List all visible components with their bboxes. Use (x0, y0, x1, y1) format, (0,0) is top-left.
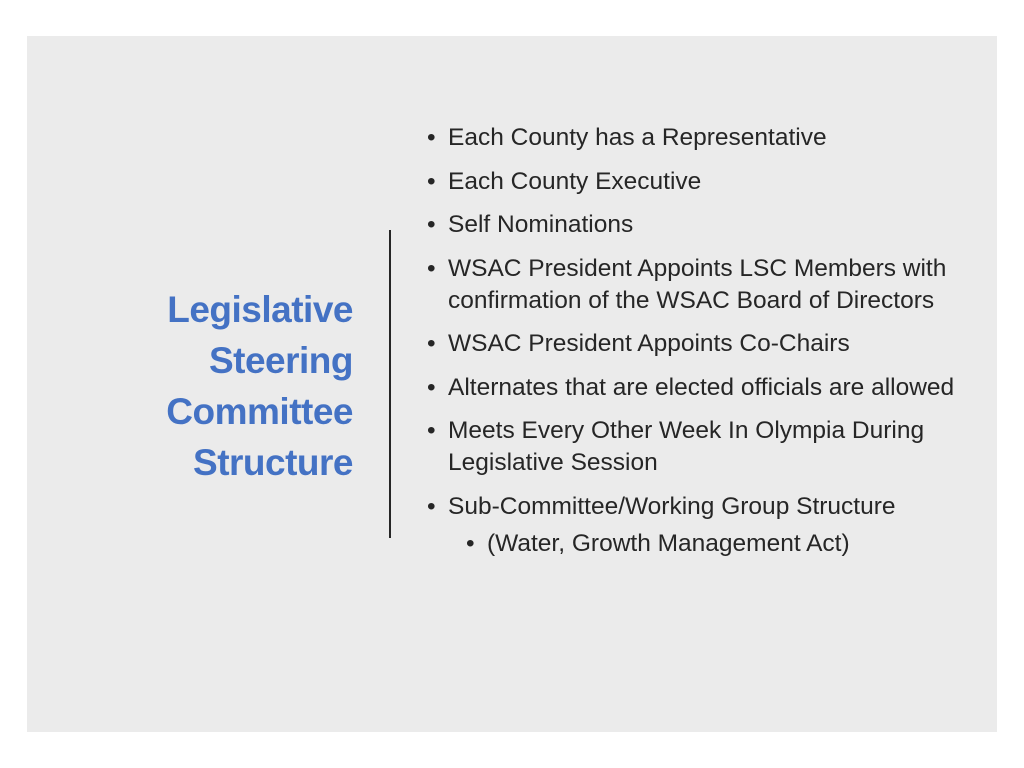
title-line-2: Steering (208, 340, 353, 381)
title-line-3: Committee (166, 391, 353, 432)
bullet-item: • Sub-Committee/Working Group Structure (425, 491, 985, 523)
slide-title (73, 284, 353, 488)
title-line-1: Legislative (167, 289, 353, 330)
slide (27, 36, 997, 732)
vertical-divider (389, 230, 391, 538)
bullet-list (425, 122, 985, 572)
bullet-item: • Each County Executive (425, 166, 985, 198)
bullet-item: • WSAC President Appoints Co-Chairs (425, 328, 985, 360)
bullet-item: • Meets Every Other Week In Olympia During Legislative Session (425, 415, 985, 479)
bullet-item: • Self Nominations (425, 209, 985, 241)
sub-bullet-item: • (Water, Growth Management Act) (425, 528, 985, 560)
title-line-4: Structure (193, 442, 353, 483)
bullet-item: • WSAC President Appoints LSC Members with confirmation of the WSAC Board of Directors (425, 253, 985, 317)
bullet-item: • Alternates that are elected officials are allowed (425, 372, 985, 404)
bullet-item: • Each County has a Representative (425, 122, 985, 154)
